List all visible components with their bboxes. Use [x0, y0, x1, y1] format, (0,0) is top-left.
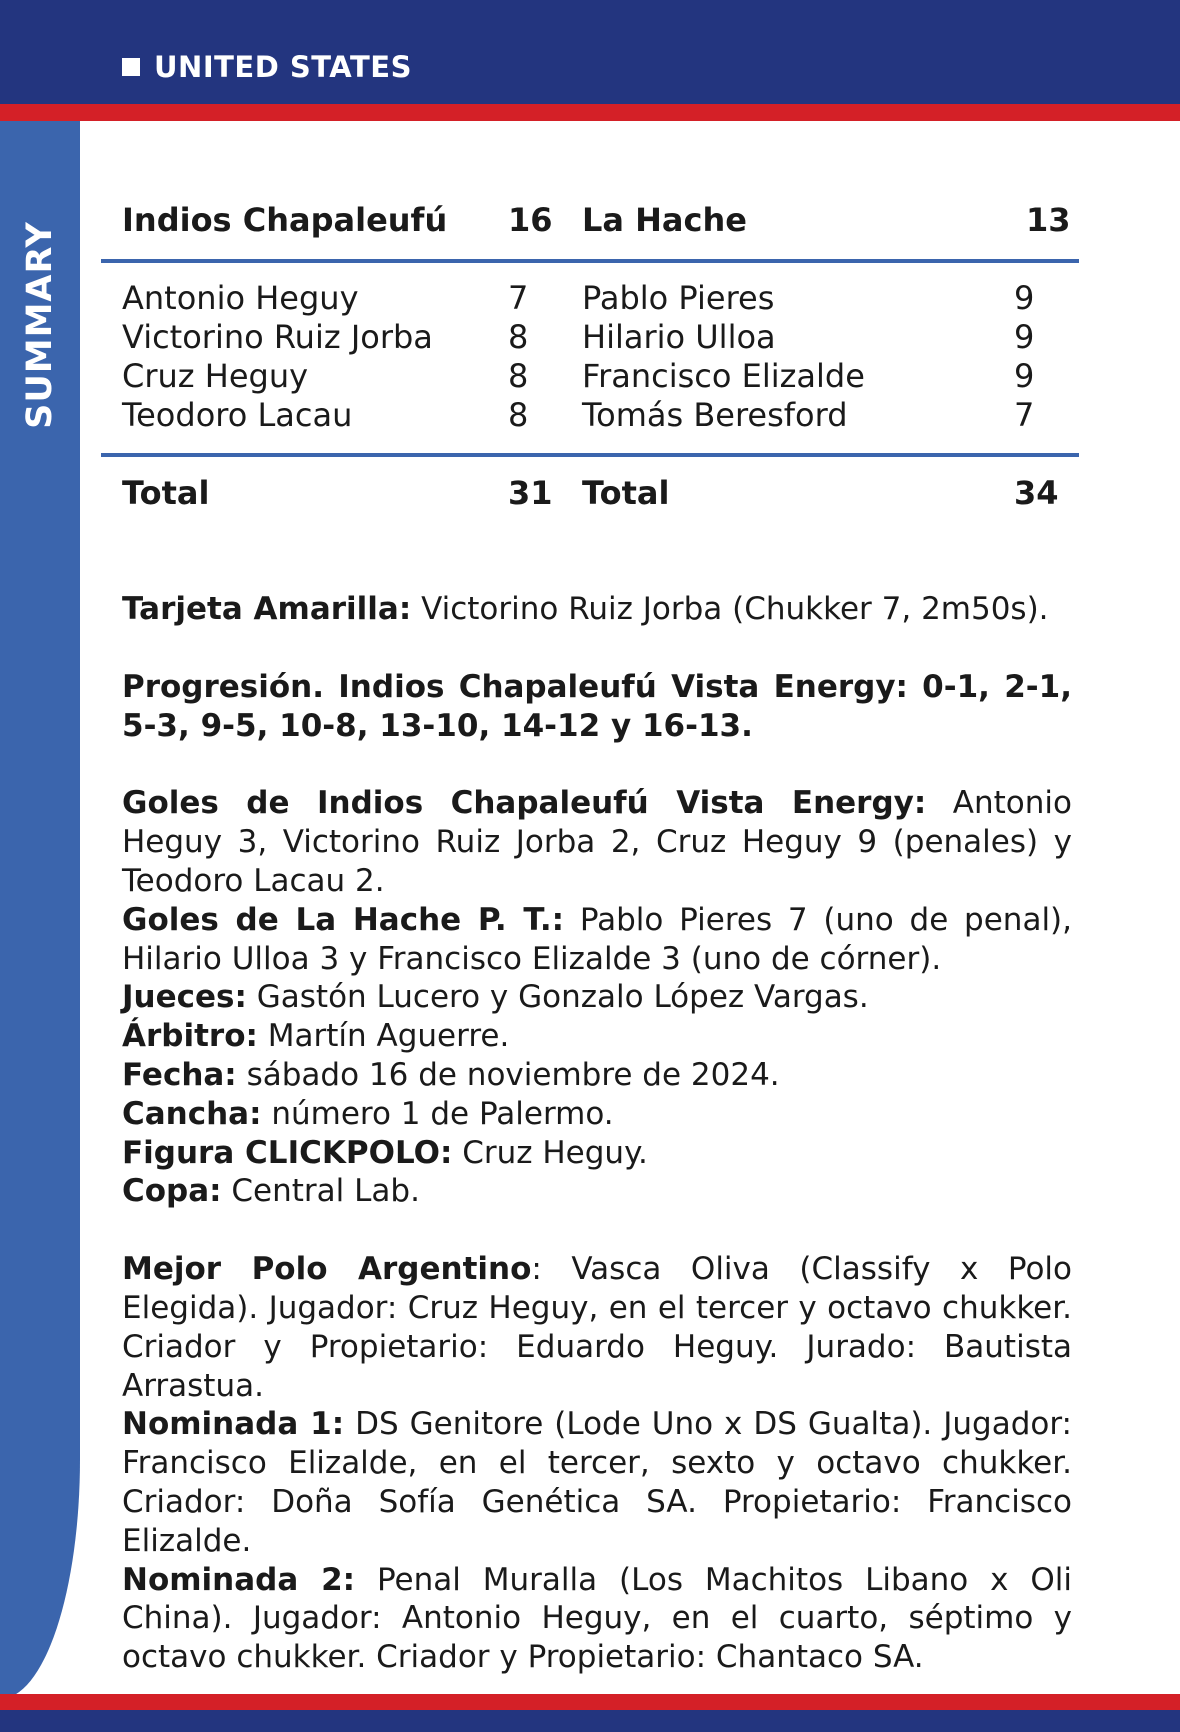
date-label: Fecha:: [122, 1056, 237, 1093]
away-player-name: Francisco Elizalde: [582, 357, 865, 395]
cup: [122, 1172, 1072, 1211]
footer-band: [0, 1710, 1180, 1732]
away-team-score: 13: [1026, 201, 1071, 239]
progression: Progresión. Indios Chapaleufú Vista Energy: 0-1, 2-1, 5-3, 9-5, 10-8, 13-10, 14-12 y 16-13.: [122, 668, 1072, 744]
field-text: número 1 de Palermo.: [261, 1095, 614, 1132]
away-player-handicap: 9: [1014, 279, 1035, 317]
best-horse: [122, 1250, 1072, 1405]
referee: [122, 1017, 1072, 1056]
away-goals-text: Pablo Pieres 7 (uno de penal), Hilario Ulloa 3 y Francisco Elizalde 3 (uno de córner).: [122, 901, 1072, 977]
home-total-value: 31: [508, 474, 553, 512]
away-player-handicap: 7: [1014, 396, 1035, 434]
home-player-handicap: 8: [508, 318, 529, 356]
judges: [122, 978, 1072, 1017]
home-player-handicap: 7: [508, 279, 529, 317]
divider: [101, 259, 1079, 263]
nominee-2-label: Nominada 2:: [122, 1561, 356, 1598]
home-player-name: Cruz Heguy: [122, 357, 309, 395]
team-header-row: [0, 200, 1180, 240]
home-total-label: Total: [122, 474, 210, 512]
home-player-name: Victorino Ruiz Jorba: [122, 318, 433, 356]
yellow-card-label: Tarjeta Amarilla:: [122, 591, 412, 627]
away-player-name: Tomás Beresford: [582, 396, 848, 434]
home-goals-label: Goles de Indios Chapaleufú Vista Energy:: [122, 785, 927, 822]
home-player-handicap: 8: [508, 357, 529, 395]
date-text: sábado 16 de noviembre de 2024.: [236, 1056, 780, 1093]
home-team-name: Indios Chapaleufú: [122, 201, 448, 239]
away-goals: [122, 901, 1072, 979]
nominee-1-label: Nominada 1:: [122, 1406, 345, 1443]
away-team-name: La Hache: [582, 201, 747, 239]
away-total-value: 34: [1014, 474, 1059, 512]
best-horse-text: : Vasca Oliva (Classify x Polo Elegida). Jugador: Cruz Heguy, en el tercer y octavo chukker. Criador y Propietario: Eduardo Heguy. Jurado: Bautista Arrastua.: [122, 1251, 1072, 1404]
nominee-2-text: Penal Muralla (Los Machitos Libano x Oli China). Jugador: Antonio Heguy, en el cuarto, séptimo y octavo chukker. Criador y Propietario: Chantaco SA.: [122, 1561, 1073, 1676]
home-team-score: 16: [508, 201, 553, 239]
divider: [101, 453, 1079, 457]
nominee-2: [122, 1561, 1072, 1677]
referee-label: Árbitro:: [122, 1018, 258, 1055]
field-label: Cancha:: [122, 1095, 262, 1132]
away-goals-label: Goles de La Hache P. T.:: [122, 901, 565, 938]
yellow-card-text: Victorino Ruiz Jorba (Chukker 7, 2m50s).: [411, 591, 1049, 627]
player-row: [0, 278, 1180, 318]
mvp: [122, 1134, 1072, 1173]
judges-text: Gastón Lucero y Gonzalo López Vargas.: [246, 979, 869, 1016]
total-row: [0, 473, 1180, 513]
player-row: [0, 317, 1180, 357]
yellow-card: [122, 590, 1072, 629]
home-player-handicap: 8: [508, 396, 529, 434]
sidebar-label: SUMMARY: [20, 221, 60, 429]
away-player-handicap: 9: [1014, 357, 1035, 395]
score-table: [0, 0, 1180, 540]
cup-text: Central Lab.: [221, 1173, 420, 1210]
away-player-name: Hilario Ulloa: [582, 318, 776, 356]
player-row: [0, 395, 1180, 435]
cup-label: Copa:: [122, 1173, 222, 1210]
nominee-1: [122, 1405, 1072, 1560]
home-player-name: Antonio Heguy: [122, 279, 359, 317]
referee-text: Martín Aguerre.: [257, 1018, 510, 1055]
match-details: [122, 590, 1072, 1677]
best-horse-label: Mejor Polo Argentino: [122, 1251, 532, 1288]
mvp-text: Cruz Heguy.: [452, 1134, 648, 1171]
away-total-label: Total: [582, 474, 670, 512]
field: [122, 1095, 1072, 1134]
home-goals-text: Antonio Heguy 3, Victorino Ruiz Jorba 2, Cruz Heguy 9 (penales) y Teodoro Lacau 2.: [122, 785, 1072, 899]
player-row: [0, 356, 1180, 396]
home-player-name: Teodoro Lacau: [122, 396, 353, 434]
date: [122, 1056, 1072, 1095]
away-player-name: Pablo Pieres: [582, 279, 775, 317]
nominee-1-text: DS Genitore (Lode Uno x DS Gualta). Jugador: Francisco Elizalde, en el tercer, sexto y octavo chukker. Criador: Doña Sofía Genética SA. Propietario: Francisco Elizalde.: [122, 1406, 1073, 1559]
country-label: UNITED STATES: [154, 50, 412, 84]
home-goals: [122, 784, 1072, 900]
mvp-label: Figura CLICKPOLO:: [122, 1134, 453, 1171]
footer-red-stripe: [0, 1694, 1180, 1710]
judges-label: Jueces:: [122, 979, 247, 1016]
away-player-handicap: 9: [1014, 318, 1035, 356]
